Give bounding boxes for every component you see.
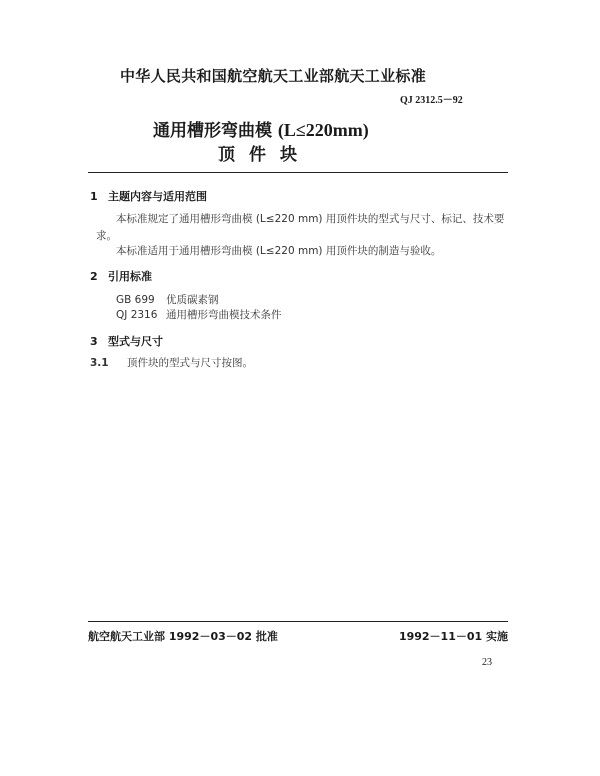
paragraph: 本标准规定了通用槽形弯曲模 (L≤220 mm) 用顶件块的型式与尺寸、标记、技术要 [116,213,505,225]
title-range: (L≤220mm) [277,120,369,140]
page-number: 23 [482,657,492,668]
section-heading-1: 1 主题内容与适用范围 [90,190,207,203]
section-heading-3: 3 型式与尺寸 [90,335,163,348]
section-heading-2: 2 引用标准 [90,270,152,283]
document-subtitle: 顶件块 [218,145,311,165]
document-title [153,116,369,141]
approval-line: 航空航天工业部 1992－03－02 批准 [88,630,278,643]
bottom-divider [88,621,508,622]
title-text: 通用槽形弯曲模 [153,121,272,141]
subsection-3-1: 3.1 顶件块的型式与尺寸按图。 [90,357,253,369]
standard-code: QJ 2312.5－92 [400,95,463,106]
reference-item: QJ 2316 通用槽形弯曲模技术条件 [116,309,282,321]
paragraph: 本标准适用于通用槽形弯曲模 (L≤220 mm) 用顶件块的制造与验收。 [116,245,442,257]
effective-date: 1992－11－01 实施 [398,630,508,643]
top-divider [88,172,508,173]
paragraph: 求。 [96,230,117,242]
reference-item: GB 699 优质碳素钢 [116,294,219,306]
issuer-heading: 中华人民共和国航空航天工业部航天工业标准 [120,67,427,85]
